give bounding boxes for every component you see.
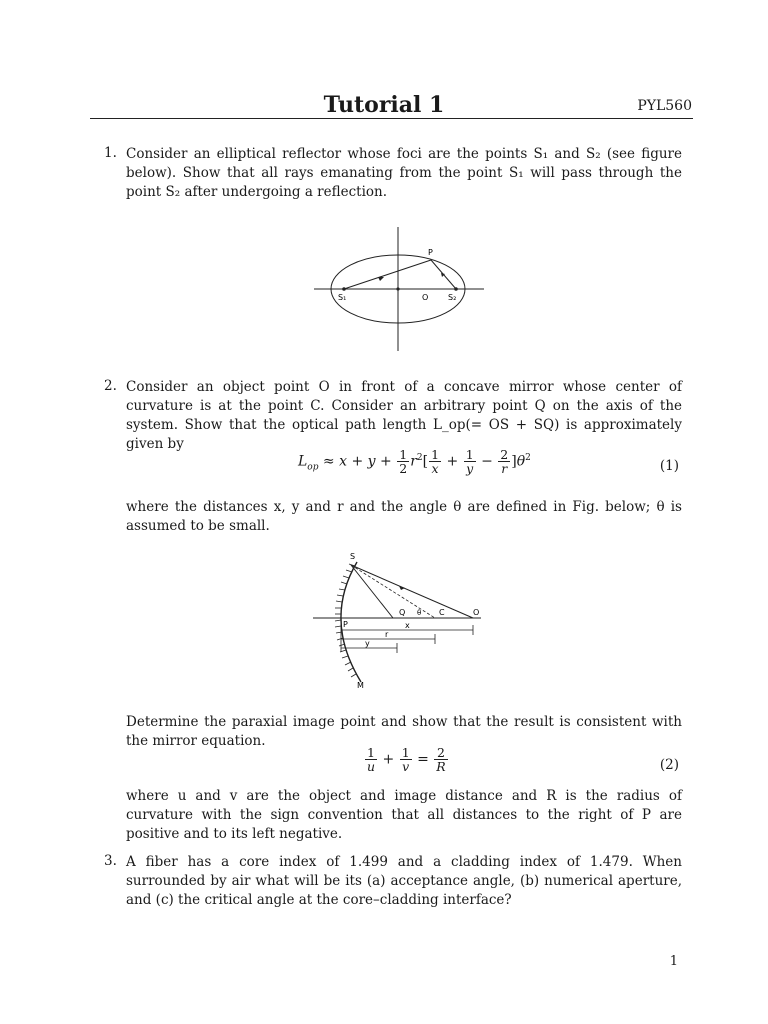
question-2-text xyxy=(126,378,682,454)
after-equation-1-text xyxy=(126,498,682,536)
label-p: P xyxy=(428,248,433,257)
label-r: r xyxy=(385,630,389,639)
label-p: P xyxy=(343,620,348,629)
center-o-dot xyxy=(396,287,399,290)
equation-1: $L_{op} \approx x + y$ + $\frac{1}{2}$ $r^2$[ $\frac{1}{x}$ + $\frac{1}{y}$ − $\frac{2}{r}$ ]$\theta^2$ xyxy=(298,447,531,476)
label-m: M xyxy=(357,681,364,690)
ray-s-to-q xyxy=(351,565,393,618)
equation-2: $\frac{1}{u}$ + $\frac{1}{v}$ = $\frac{2}{R}$ xyxy=(367,745,446,774)
page-title: Tutorial 1 xyxy=(323,92,445,118)
question-1-body: Consider an elliptical reflector whose foci are the points S₁ and S₂ (see figure below). Show that all rays emanating from the point S₁ will pass through the point S₂ after undergoing a reflection. xyxy=(126,146,682,200)
focus-s2-dot xyxy=(454,287,458,291)
label-q: Q xyxy=(399,608,406,617)
after-equation-1-body: where the distances x, y and r and the angle θ are defined in Fig. below; θ is assumed to be small. xyxy=(126,499,682,534)
focus-s1-dot xyxy=(342,287,346,291)
label-y: y xyxy=(365,639,370,648)
question-3-body: A fiber has a core index of 1.499 and a cladding index of 1.479. When surrounded by air what will be its (a) acceptance angle, (b) numerical aperture, and (c) the critical angle at the core–cladding interface? xyxy=(126,854,682,908)
ray-arrow-1 xyxy=(378,277,384,281)
question-3-number: 3. xyxy=(104,853,117,869)
concave-mirror-figure xyxy=(305,548,495,693)
paraxial-body: Determine the paraxial image point and show that the result is consistent with the mirror equation. xyxy=(126,714,682,749)
ray-s-to-o xyxy=(351,565,473,618)
label-s: S xyxy=(350,552,356,561)
incident-ray xyxy=(344,260,431,289)
ray-arrow xyxy=(399,586,405,590)
question-2-body: Consider an object point O in front of a concave mirror whose center of curvature is at the point C. Consider an arbitrary point Q on the axis of the system. Show that the optical path length L_op(= OS + SQ) is approximately given by xyxy=(126,379,682,452)
question-2-number: 2. xyxy=(104,378,117,394)
equation-2-number: (2) xyxy=(659,757,679,773)
after-equation-2-text xyxy=(126,787,682,844)
label-x: x xyxy=(405,621,410,630)
question-1-number: 1. xyxy=(104,145,117,161)
label-o: O xyxy=(422,293,429,302)
question-1-text xyxy=(126,145,682,202)
radius-s-to-c xyxy=(351,565,435,618)
after-equation-2-body: where u and v are the object and image distance and R is the radius of curvature with the sign convention that all distances to the right of P are positive and to its left negative. xyxy=(126,788,682,842)
question-3-text xyxy=(126,853,682,910)
equation-1-number: (1) xyxy=(659,458,679,474)
ellipse-reflector-figure xyxy=(300,225,500,353)
label-s1: S₁ xyxy=(338,293,347,302)
label-s2: S₂ xyxy=(448,293,457,302)
header-rule xyxy=(90,118,693,119)
course-code: PYL560 xyxy=(637,98,692,114)
page-number: 1 xyxy=(669,954,678,969)
label-theta: θ xyxy=(417,609,422,617)
label-o: O xyxy=(473,608,480,617)
label-c: C xyxy=(439,608,445,617)
